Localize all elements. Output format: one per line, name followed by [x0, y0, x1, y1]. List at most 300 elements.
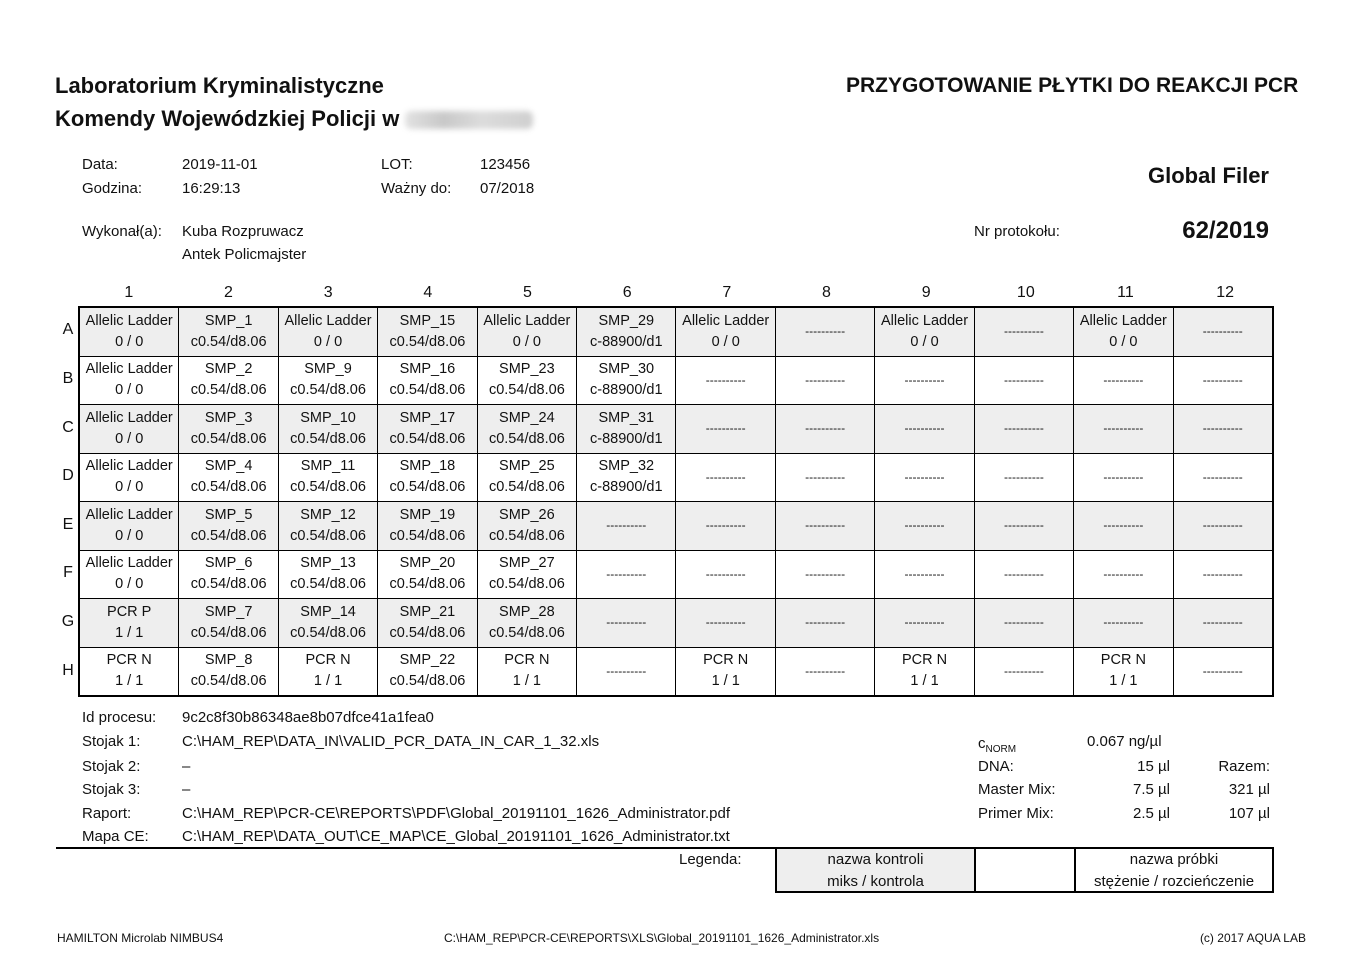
well-name: SMP_23: [499, 361, 555, 378]
plate-well: [1174, 502, 1272, 550]
well-detail: c0.54/d8.06: [488, 382, 565, 399]
plate-well: [975, 551, 1073, 599]
plate-well: [179, 308, 277, 356]
plate-well: [975, 405, 1073, 453]
well-detail: 0 / 0: [711, 333, 740, 350]
well-empty-marker: ----------: [805, 372, 846, 387]
well-empty-marker: ----------: [1202, 421, 1243, 436]
total-label: Razem:: [1218, 758, 1270, 775]
well-name: PCR N: [1100, 652, 1146, 669]
well-name: SMP_26: [499, 506, 555, 523]
plate-well: [478, 308, 576, 356]
ce-map-path: C:\HAM_REP\DATA_OUT\CE_MAP\CE_Global_20191101_1626_Administrator.txt: [182, 828, 730, 845]
plate-well: [577, 648, 675, 696]
well-name: SMP_7: [204, 603, 253, 620]
well-name: SMP_22: [399, 652, 456, 669]
plate-well: [279, 454, 377, 502]
plate-well: [478, 454, 576, 502]
well-detail: 1 / 1: [910, 673, 939, 690]
well-empty-marker: ----------: [705, 372, 746, 387]
rack3-value: –: [182, 781, 191, 798]
plate-well: [875, 405, 973, 453]
plate-row-header: E: [62, 515, 74, 533]
well-detail: c-88900/d1: [590, 382, 663, 399]
well-detail: c0.54/d8.06: [190, 333, 267, 350]
plate-column-header: 1: [124, 284, 134, 301]
well-empty-marker: ----------: [904, 469, 945, 484]
lot-label: LOT:: [381, 156, 413, 173]
plate-well: [1074, 405, 1172, 453]
plate-row-header: A: [62, 321, 74, 339]
protocol-number-label: Nr protokołu:: [974, 223, 1060, 240]
plate-well: [776, 648, 874, 696]
well-name: SMP_14: [300, 603, 356, 620]
master-mix-label: Master Mix:: [978, 781, 1056, 798]
plate-well: [1074, 599, 1172, 647]
rack3-label: Stojak 3:: [82, 781, 141, 798]
well-name: Allelic Ladder: [682, 312, 770, 329]
well-name: SMP_4: [204, 458, 253, 475]
well-name: PCR N: [504, 652, 550, 669]
plate-well: [975, 648, 1073, 696]
well-name: SMP_9: [304, 361, 352, 378]
well-name: SMP_6: [204, 555, 253, 572]
plate-well: [80, 308, 178, 356]
footer-file-path: C:\HAM_REP\PCR-CE\REPORTS\XLS\Global_20191101_1626_Administrator.xls: [444, 931, 880, 945]
well-detail: c0.54/d8.06: [389, 382, 466, 399]
well-empty-marker: ----------: [705, 421, 746, 436]
plate-well: [776, 405, 874, 453]
plate-well: [279, 648, 377, 696]
footer-device: HAMILTON Microlab NIMBUS4: [57, 931, 224, 945]
well-empty-marker: ----------: [1103, 615, 1144, 630]
well-detail: c0.54/d8.06: [389, 673, 466, 690]
well-name: SMP_3: [204, 409, 253, 426]
well-name: Allelic Ladder: [284, 312, 372, 329]
legend-control-line2: miks / kontrola: [827, 873, 924, 890]
plate-well: [577, 551, 675, 599]
well-detail: 0 / 0: [1109, 333, 1138, 350]
plate-well: [577, 502, 675, 550]
plate-well: [179, 405, 277, 453]
well-detail: 0 / 0: [115, 382, 144, 399]
well-name: SMP_18: [399, 458, 456, 475]
well-detail: c0.54/d8.06: [488, 479, 565, 496]
well-empty-marker: ----------: [805, 518, 846, 533]
well-empty-marker: ----------: [1003, 663, 1044, 678]
plate-well: [279, 308, 377, 356]
well-detail: c0.54/d8.06: [290, 624, 366, 641]
plate-well: [279, 357, 377, 405]
plate-well: [378, 357, 476, 405]
primer-mix-value: 2.5 µl: [1133, 805, 1170, 822]
plate-well: [179, 502, 277, 550]
cnorm-label-sub: NORM: [985, 744, 1017, 755]
plate-row-header: F: [63, 564, 73, 582]
legend-label: Legenda:: [679, 851, 742, 868]
plate-well: [975, 599, 1073, 647]
plate-well: [80, 599, 178, 647]
well-detail: c0.54/d8.06: [389, 576, 466, 593]
plate-well: [975, 308, 1073, 356]
well-detail: c0.54/d8.06: [190, 479, 267, 496]
performer-2: Antek Policmajster: [182, 246, 307, 263]
plate-well: [80, 648, 178, 696]
well-detail: c0.54/d8.06: [389, 527, 466, 544]
well-empty-marker: ----------: [1103, 421, 1144, 436]
plate-row-header: H: [62, 661, 74, 679]
plate-well: [80, 357, 178, 405]
well-detail: 0 / 0: [115, 333, 144, 350]
master-mix-value: 7.5 µl: [1133, 781, 1170, 798]
well-name: PCR P: [107, 603, 152, 620]
legend-control-line1: nazwa kontroli: [827, 851, 924, 868]
well-empty-marker: ----------: [705, 469, 746, 484]
plate-well: [1174, 405, 1272, 453]
date-label: Data:: [82, 156, 118, 173]
plate-row-header: D: [62, 467, 74, 485]
ce-map-label: Mapa CE:: [82, 828, 149, 845]
protocol-number-value: 62/2019: [1182, 217, 1269, 244]
plate-well: [875, 502, 973, 550]
plate-well: [776, 357, 874, 405]
well-empty-marker: ----------: [1103, 372, 1144, 387]
plate-well: [875, 551, 973, 599]
plate-well: [676, 502, 774, 550]
well-name: SMP_31: [598, 409, 655, 426]
pcr-plate-grid: [78, 306, 1274, 697]
plate-well: [80, 502, 178, 550]
well-name: SMP_21: [399, 603, 456, 620]
well-detail: 1 / 1: [115, 624, 144, 641]
well-empty-marker: ----------: [1003, 469, 1044, 484]
plate-well: [676, 648, 774, 696]
well-detail: c0.54/d8.06: [488, 576, 565, 593]
well-detail: 0 / 0: [313, 333, 343, 350]
plate-column-header: 11: [1117, 284, 1134, 301]
plate-well: [478, 599, 576, 647]
well-name: SMP_5: [204, 506, 253, 523]
well-empty-marker: ----------: [705, 518, 746, 533]
plate-well: [577, 405, 675, 453]
plate-well: [378, 405, 476, 453]
well-detail: 1 / 1: [1109, 673, 1138, 690]
plate-well: [80, 405, 178, 453]
plate-well: [1074, 551, 1172, 599]
performed-by-label: Wykonał(a):: [82, 223, 162, 240]
well-empty-marker: ----------: [904, 372, 945, 387]
well-detail: c0.54/d8.06: [290, 430, 366, 447]
well-name: Allelic Ladder: [85, 361, 173, 378]
plate-well: [179, 648, 277, 696]
plate-well: [80, 454, 178, 502]
plate-column-header: 8: [822, 284, 831, 301]
well-detail: c0.54/d8.06: [290, 382, 366, 399]
plate-well: [378, 599, 476, 647]
well-name: SMP_8: [204, 652, 253, 669]
plate-well: [179, 551, 277, 599]
plate-well: [378, 308, 476, 356]
plate-well: [478, 357, 576, 405]
well-name: PCR N: [305, 652, 351, 669]
plate-well: [577, 599, 675, 647]
well-name: SMP_17: [399, 409, 456, 426]
well-empty-marker: ----------: [606, 518, 647, 533]
well-name: SMP_19: [399, 506, 456, 523]
well-name: SMP_1: [204, 312, 253, 329]
well-detail: 1 / 1: [115, 673, 144, 690]
plate-column-header: 5: [523, 284, 532, 301]
plate-well: [875, 599, 973, 647]
plate-well: [279, 502, 377, 550]
plate-well: [1174, 648, 1272, 696]
cnorm-label: [978, 735, 1016, 755]
plate-well: [279, 551, 377, 599]
well-empty-marker: ----------: [606, 663, 647, 678]
well-detail: c0.54/d8.06: [190, 527, 267, 544]
well-detail: c0.54/d8.06: [190, 673, 267, 690]
primer-mix-label: Primer Mix:: [978, 805, 1054, 822]
plate-well: [179, 357, 277, 405]
well-empty-marker: ----------: [1003, 566, 1044, 581]
lab-name-line2-text: Komendy Wojewódzkiej Policji w: [55, 106, 400, 131]
well-detail: c0.54/d8.06: [389, 333, 466, 350]
well-detail: c0.54/d8.06: [190, 576, 267, 593]
well-detail: 0 / 0: [115, 479, 144, 496]
plate-well: [975, 454, 1073, 502]
plate-well: [1174, 308, 1272, 356]
well-empty-marker: ----------: [805, 566, 846, 581]
well-empty-marker: ----------: [606, 566, 647, 581]
plate-well: [776, 502, 874, 550]
plate-column-header: 7: [722, 284, 732, 301]
well-empty-marker: ----------: [1202, 615, 1243, 630]
well-name: SMP_15: [399, 312, 456, 329]
plate-well: [676, 454, 774, 502]
plate-well: [776, 308, 874, 356]
well-detail: c0.54/d8.06: [290, 527, 366, 544]
well-name: SMP_10: [300, 409, 356, 426]
well-empty-marker: ----------: [1003, 518, 1044, 533]
well-empty-marker: ----------: [805, 615, 846, 630]
rack2-label: Stojak 2:: [82, 758, 141, 775]
plate-well: [478, 648, 576, 696]
well-name: SMP_24: [499, 409, 555, 426]
plate-well: [1074, 357, 1172, 405]
plate-well: [875, 648, 973, 696]
well-name: PCR N: [703, 652, 749, 669]
lab-name-line2: [55, 103, 533, 135]
well-empty-marker: ----------: [705, 615, 746, 630]
well-empty-marker: ----------: [1202, 663, 1243, 678]
plate-row-header: C: [62, 418, 74, 436]
plate-well: [378, 454, 476, 502]
time-value: 16:29:13: [182, 180, 241, 197]
well-empty-marker: ----------: [1003, 615, 1044, 630]
cnorm-value: 0.067 ng/µl: [1087, 733, 1162, 750]
performer-1: Kuba Rozpruwacz: [182, 223, 304, 240]
plate-well: [975, 502, 1073, 550]
plate-well: [378, 648, 476, 696]
well-empty-marker: ----------: [606, 615, 647, 630]
well-empty-marker: ----------: [1003, 324, 1044, 339]
plate-column-header: 3: [323, 284, 333, 301]
plate-well: [1074, 308, 1172, 356]
well-empty-marker: ----------: [805, 663, 846, 678]
plate-well: [179, 599, 277, 647]
cnorm-label-main: c: [978, 735, 986, 752]
plate-well: [1174, 357, 1272, 405]
plate-column-header: 6: [622, 284, 632, 301]
plate-well: [875, 454, 973, 502]
well-name: SMP_13: [300, 555, 356, 572]
kit-name: Global Filer: [1147, 163, 1269, 188]
well-empty-marker: ----------: [904, 421, 945, 436]
master-mix-total: 321 µl: [1228, 781, 1270, 798]
well-name: Allelic Ladder: [483, 312, 571, 329]
well-empty-marker: ----------: [904, 615, 945, 630]
date-value: 2019-11-01: [182, 156, 258, 173]
well-detail: 0 / 0: [115, 527, 144, 544]
well-name: PCR N: [901, 652, 948, 669]
report-path: C:\HAM_REP\PCR-CE\REPORTS\PDF\Global_20191101_1626_Administrator.pdf: [182, 805, 731, 822]
plate-well: [179, 454, 277, 502]
legend-sample-line1: nazwa próbki: [1129, 851, 1219, 868]
time-label: Godzina:: [82, 180, 143, 197]
legend-sample-box: [1074, 847, 1274, 893]
well-name: Allelic Ladder: [85, 409, 173, 426]
well-empty-marker: ----------: [904, 518, 945, 533]
well-name: Allelic Ladder: [85, 312, 173, 329]
plate-well: [478, 405, 576, 453]
rack2-value: –: [182, 758, 191, 775]
plate-well: [975, 357, 1073, 405]
plate-well: [378, 551, 476, 599]
plate-column-header: 12: [1216, 284, 1235, 301]
well-name: SMP_25: [499, 458, 555, 475]
plate-well: [279, 405, 377, 453]
plate-well: [676, 357, 774, 405]
well-detail: c0.54/d8.06: [190, 382, 267, 399]
plate-well: [676, 308, 774, 356]
well-empty-marker: ----------: [1003, 421, 1044, 436]
well-name: SMP_28: [499, 603, 555, 620]
plate-well: [1074, 648, 1172, 696]
redacted-city: [405, 111, 533, 129]
plate-well: [875, 357, 973, 405]
plate-well: [1074, 454, 1172, 502]
well-empty-marker: ----------: [805, 324, 846, 339]
well-name: SMP_12: [300, 506, 356, 523]
well-name: SMP_11: [300, 458, 356, 475]
plate-well: [1074, 502, 1172, 550]
plate-column-header: 4: [423, 284, 433, 301]
well-detail: 1 / 1: [512, 673, 541, 690]
well-empty-marker: ----------: [1103, 566, 1144, 581]
rack1-value: C:\HAM_REP\DATA_IN\VALID_PCR_DATA_IN_CAR_1_32.xls: [182, 733, 600, 750]
plate-well: [676, 405, 774, 453]
legend-control-box: [775, 847, 976, 893]
well-empty-marker: ----------: [1003, 372, 1044, 387]
well-name: SMP_27: [499, 555, 555, 572]
well-name: PCR N: [106, 652, 152, 669]
plate-well: [577, 357, 675, 405]
plate-well: [378, 502, 476, 550]
legend-sample-line2: stężenie / rozcieńczenie: [1093, 873, 1255, 890]
plate-column-header: 9: [921, 284, 931, 301]
well-detail: c0.54/d8.06: [389, 624, 466, 641]
well-name: Allelic Ladder: [881, 312, 969, 329]
rack1-label: Stojak 1:: [82, 733, 141, 750]
well-detail: 0 / 0: [115, 576, 144, 593]
well-name: SMP_20: [399, 555, 456, 572]
plate-row-header: G: [61, 613, 75, 631]
footer-copyright: (c) 2017 AQUA LAB: [1199, 931, 1306, 945]
document-title: PRZYGOTOWANIE PŁYTKI DO REAKCJI PCR: [846, 74, 1299, 97]
well-detail: c0.54/d8.06: [190, 430, 267, 447]
plate-well: [478, 551, 576, 599]
well-empty-marker: ----------: [1202, 566, 1243, 581]
plate-column-header: 10: [1016, 284, 1035, 301]
process-id-value: 9c2c8f30b86348ae8b07dfce41a1fea0: [182, 709, 434, 726]
well-detail: c0.54/d8.06: [290, 479, 366, 496]
well-empty-marker: ----------: [1202, 469, 1243, 484]
well-name: Allelic Ladder: [1079, 312, 1167, 329]
plate-well: [1174, 599, 1272, 647]
well-empty-marker: ----------: [705, 566, 746, 581]
plate-well: [776, 551, 874, 599]
valid-until-value: 07/2018: [480, 180, 535, 197]
well-empty-marker: ----------: [1202, 372, 1243, 387]
plate-column-header: 2: [224, 284, 233, 301]
plate-row-header: B: [62, 369, 74, 387]
well-detail: 1 / 1: [313, 673, 343, 690]
plate-well: [1174, 551, 1272, 599]
well-empty-marker: ----------: [805, 421, 846, 436]
well-detail: c0.54/d8.06: [488, 430, 565, 447]
plate-well: [279, 599, 377, 647]
well-empty-marker: ----------: [1202, 324, 1243, 339]
well-name: SMP_16: [399, 361, 456, 378]
well-name: SMP_30: [598, 361, 655, 378]
well-empty-marker: ----------: [805, 469, 846, 484]
well-detail: c-88900/d1: [590, 333, 663, 350]
well-detail: 0 / 0: [512, 333, 541, 350]
well-empty-marker: ----------: [1103, 518, 1144, 533]
plate-well: [577, 308, 675, 356]
plate-well: [776, 599, 874, 647]
plate-well: [676, 599, 774, 647]
valid-until-label: Ważny do:: [381, 180, 452, 197]
report-label: Raport:: [82, 805, 132, 822]
well-detail: 0 / 0: [115, 430, 144, 447]
legend-spacer-box: [974, 847, 1076, 893]
well-empty-marker: ----------: [904, 566, 945, 581]
well-empty-marker: ----------: [1202, 518, 1243, 533]
plate-well: [577, 454, 675, 502]
well-detail: c0.54/d8.06: [389, 430, 466, 447]
lab-name-line1: Laboratorium Kryminalistyczne: [55, 73, 384, 98]
dna-value: 15 µl: [1137, 758, 1170, 775]
well-detail: c0.54/d8.06: [488, 624, 565, 641]
well-detail: 0 / 0: [910, 333, 939, 350]
well-name: SMP_32: [598, 458, 655, 475]
well-name: SMP_29: [598, 312, 655, 329]
well-name: SMP_2: [204, 361, 253, 378]
dna-label: DNA:: [978, 758, 1014, 775]
plate-well: [776, 454, 874, 502]
well-detail: c0.54/d8.06: [488, 527, 565, 544]
